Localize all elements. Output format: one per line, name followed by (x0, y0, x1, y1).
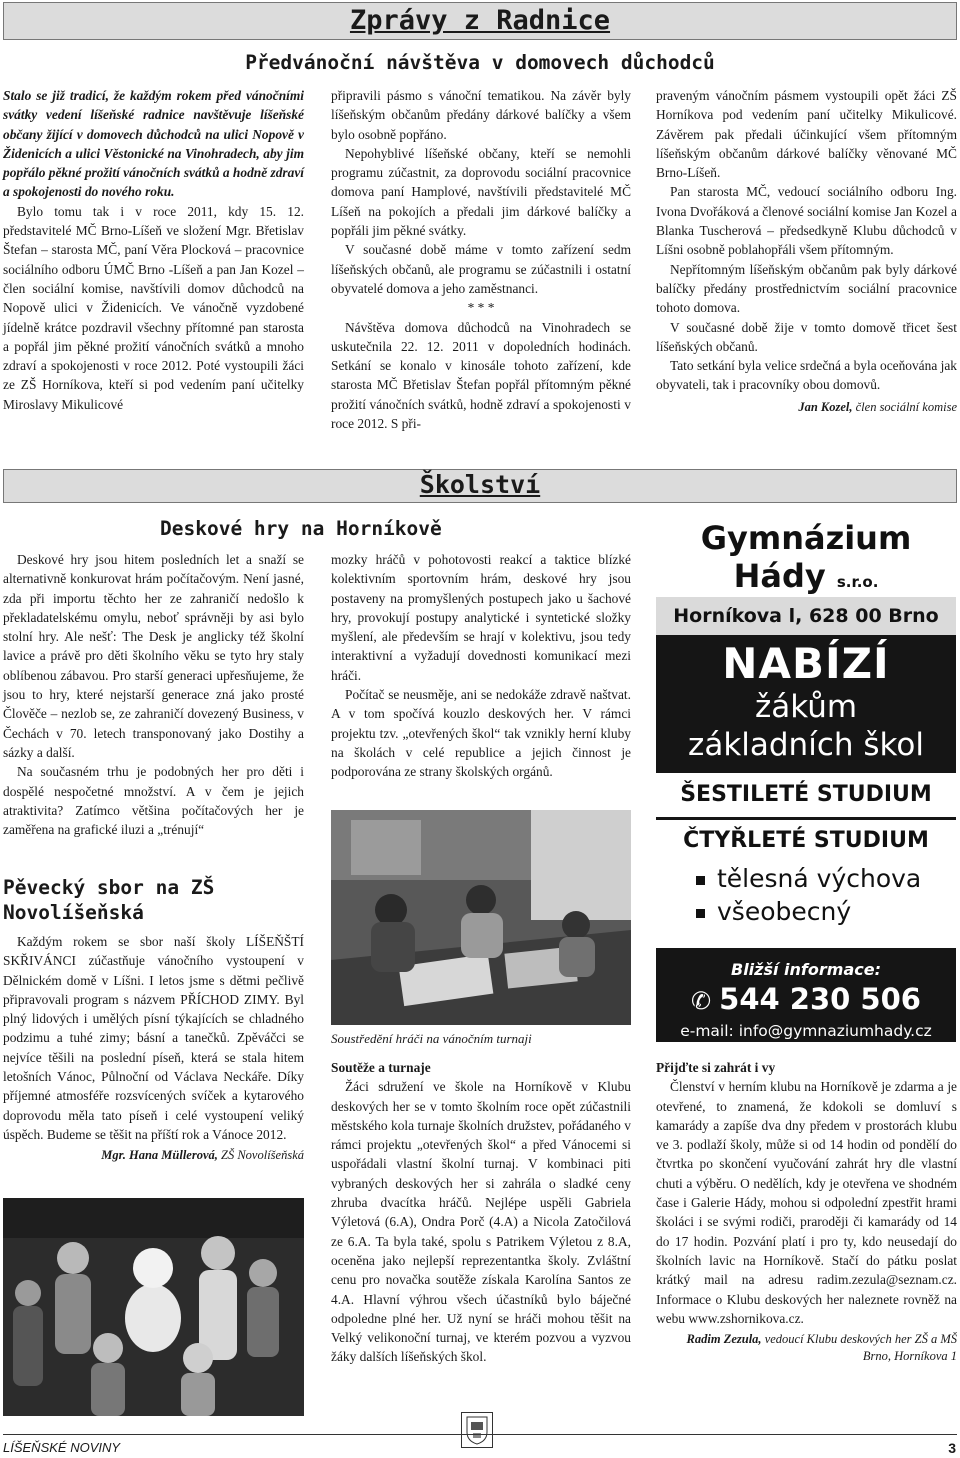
subheading-competitions: Soutěže a turnaje (331, 1060, 431, 1075)
article2-sig-role: vedoucí Klubu deskových her ZŠ a MŠ Brno, Horníkova 1 (764, 1332, 957, 1364)
article2-col2 (331, 550, 631, 782)
ad-school-name2: Hády (733, 557, 826, 595)
board-games-photo (331, 810, 631, 1025)
ad-bullet-text: všeobecný (717, 897, 852, 926)
article2-col2b (331, 1058, 631, 1367)
article1-paragraph: Návštěva domova důchodců na Vinohradech se uskutečnila 22. 12. 2011 v dopoledních hodinách. Setkání se konalo v kinosále tohoto zařízení, kde starosta MČ Břetislav Štefan popřál přítomným pěkné prožití vánočních svátků, hodně zdraví a spokojenosti v roce 2012. S při- (331, 319, 631, 432)
article2-paragraph: Deskové hry jsou hitem posledních let a snaží se alternativně konkurovat hrám počítačovým. Není jasné, zda při importu těchto her ze zahraničí nedošlo k překladatelskému omylu, neboť správněji by asi bylo stolní hry. Ale nešť: The Desk je anglicky též školní lavice a právě pro děti školního věku se tyto hry staly oblíbenou zábavou. Pro starší generaci upřesňujeme, že jsou to hry, které nejstarší generace zná jako prosté Člověče – nezlob se, ze zahraničí dovezený Business, v Čechách v 70. letech transponovaný jako Dostihy a sázky a další. (3, 552, 304, 760)
article1-paragraph: Nepřítomným líšeňským občanům pak byly dárkové balíčky předány prostřednictvím sociální pracovnice tohoto domova. (656, 261, 957, 316)
article-headline-board-games: Deskové hry na Horníkově (160, 517, 442, 540)
choir-photo (3, 1198, 304, 1416)
ad-logo-area (656, 517, 956, 597)
ad-web: www.gymnaziumhady.cz (688, 1045, 924, 1065)
article1-sig-name: Jan Kozel, (798, 399, 853, 414)
ad-line2: základních škol (688, 727, 924, 763)
ad-line1: žákům (754, 689, 858, 725)
square-bullet-icon (696, 876, 705, 885)
ad-sro: s.r.o. (836, 573, 879, 591)
article2-signature (656, 1331, 957, 1365)
ad-offer: NABÍZÍ (722, 639, 890, 688)
footer-rule (3, 1434, 957, 1435)
article2-paragraph: mozky hráčů v pohotovosti reakcí a taktice blízké kolektivním sportovním hrám, deskové hry jsou postaveny na promyšlených postupech jako u šachové hry, provokují postupy analytické i syntetické složky myšlení, ale především se hrají v kolektivu, jsou tedy interaktivní a vyžadují dovednosti komunikací mezi hráči. (331, 552, 631, 683)
subheading-come-play: Přijďte si zahrát i vy (656, 1060, 776, 1075)
ad-bullet-text: tělesná výchova (717, 864, 922, 893)
article3-paragraph: Každým rokem se sbor naší školy LÍŠEŇŠTÍ SKŘIVÁNCI zúčastňuje vánočního vystoupení v Dělnickém domě v Líšni. I letos jsme s dětmi pečlivě připravovali program s názvem PŘÍCHOD ZIMY. Byl plný lidových i umělých písní týkajících se chladného podzimu a tuhé zimy; básní a tanečků. Zpěváčci se nejvíce těšili na poslední píseň, která se stala hitem letošních Vánoc, Půlnoční od Václava Neckáře. Díky příjemné atmosféře rozsvícených svíček a kytarového doprovodu měla tato píseň i celé vystoupení veliký úspěch. Budeme se těšit na příští rok a Vánoce 2012. (3, 934, 304, 1142)
article1-lead: Stalo se již tradicí, že každým rokem před vánočními svátky vedení líšeňské radnice navštěvuje líšeňské občany žijící v domovech důchodců na ulici Nopově v Židenicích a ulici Věstonické na Vinohradech, aby jim popřálo pěkné prožití vánočních svátků a hodně zdraví a spokojenosti do nového roku. (3, 88, 304, 200)
article3-body (3, 932, 304, 1164)
ad-email: e-mail: info@gymnaziumhady.cz (680, 1022, 932, 1040)
article2-paragraph: Členství v herním klubu na Horníkově je zdarma a je otevřené, to znamená, že kdokoli se domluví s kamarády a zapíše dva dny předem v prostorách klubu ve 3. podlaží školy, může si od 14 hodin od pondělí do čtvrtka po skončení vyučování zahrát hry dle vlastní chuti a výběru. O nedělích, kdy je otevřena ve shodném čase i Galerie Hády, mohou si odpolední zpestřit hrami školáci i se svými rodiči, praroději či kamarády od 14 do 17 hodin. Pozvání platí i pro ty, kdo neusedají do školních lavic na Horníkově. Stačí do pátku poslat krátký mail na adresu radim.zezula@seznam.cz. Informace o Klubu deskových her naleznete rovněž na webu www.zshornikova.cz. (656, 1079, 957, 1326)
article2-paragraph: Počítač se neusměje, ani se nedokáže zdravě naštvat. A v tom spočívá kouzlo deskových her. V rámci projektu tzv. „otevřených škol“ tak vznikly herní kluby na školách v celé republice a jejich činnost je podporována ze strany školských orgánů. (331, 687, 631, 780)
gymnazium-ad (656, 517, 956, 1065)
ad-phone: 544 230 506 (719, 982, 921, 1016)
article2-paragraph: Na současném trhu je podobných her pro děti i dospělé nespočetné množství. A v čem je jejich atraktivita? Zatímco většina počítačových her je zaměřena na grafické iluzi a „trénují“ (3, 764, 304, 838)
article1-col1 (3, 86, 304, 414)
footer-crest (461, 1412, 493, 1448)
article1-col2 (331, 86, 631, 433)
ad-study-box (656, 820, 956, 948)
article1-sig-role: člen sociální komise (855, 399, 957, 414)
board-games-photo-image (331, 810, 631, 1025)
section-title: Zprávy z Radnice (349, 5, 611, 36)
footer-page-number: 3 (948, 1440, 956, 1456)
section-title-school: Školství (419, 470, 541, 499)
article1-paragraph: V současné době máme v tomto zařízení sedm líšeňských občanů, ale programu se zúčastnili i ostatní obyvatelé domova a jeho zaměstnanci. (331, 242, 631, 296)
article-headline: Předvánoční návštěva v domovech důchodců (245, 51, 715, 74)
ad-study-four-year: ČTYŘLETÉ STUDIUM (683, 828, 929, 853)
article1-paragraph: Bylo tomu tak i v roce 2011, kdy 15. 12. představitelé MČ Brno-Líšeň ve složení Mgr. Břetislav Štefan – starosta MČ, paní Věra Plocková – pracovnice sociálního odboru ÚMČ Brno -Líšeň a pan Jan Kozel – člen sociální komise, navštívili domov důchodců na Nopově ulici v Židenicích. Ve vánočně vyzdobené jídelně krátce pozdravil všechny přítomné pan starosta a popřál jim pěkné prožití vánočních svátků a mnoho zdraví a spokojenosti v roce 2012. Poté vystoupili žáci ze ZŠ Horníkova, kteří si pod vedením paní učitelky Miroslavy Mikulicové (3, 203, 304, 412)
article2-col1 (3, 550, 304, 839)
choir-photo-image (3, 1198, 304, 1416)
article1-paragraph: V současné době žije v tomto domově třicet šest líšeňských občanů. (656, 319, 957, 354)
photo-caption: Soustředění hráči na vánočním turnaji (331, 1031, 532, 1046)
article3-sig-role: ZŠ Novolíšeňská (221, 1148, 304, 1163)
square-bullet-icon (696, 909, 705, 918)
phone-icon: ✆ (691, 987, 712, 1015)
article1-signature (656, 399, 957, 416)
ad-address: Horníkova l, 628 00 Brno (656, 597, 956, 635)
ad-school-name: Gymnázium (700, 519, 912, 557)
article1-paragraph: praveným vánočním pásmem vystoupili opět žáci ZŠ Horníkova pod vedením paní učitelky Mikulicové. Závěrem pak předali účinkující všem přítomným líšeňským občanům dárkové balíčky věnované MČ Brno-Líšeň. (656, 88, 957, 181)
crest-icon (461, 1412, 493, 1448)
article3-sig-name: Mgr. Hana Müllerová, (101, 1148, 218, 1163)
article1-paragraph: Pan starosta MČ, vedoucí sociálního odboru Ing. Ivona Dvořáková a členové sociální komise Jan Kozel a Blanka Tuscherová – předsedkyně Klubu důchodců v Líšni osobně poblahopřáli všem přítomným. (656, 184, 957, 258)
article1-separator: * * * (467, 300, 495, 316)
article3-signature (3, 1147, 304, 1164)
article2-paragraph: Žáci sdružení ve škole na Horníkově v Klubu deskových her se v tomto školním roce opět zúčastnili městského kola turnaje školních družstev, pořádaného v rámci projektu „otevřených škol“ a před Vánocemi si uspořádali vlastní školní turnaj. V kombinaci piti vybraných deskových her si zahrála o sladké ceny zhruba dvacítka hráčů. Nejlépe uspěli Gabriela Výletová (6.A), Ondra Porč (4.A) a Nicola Zatočilová ze 6.A. Ta byla také, spolu s Patrikem Výletou z 8.A, oceněna jako nejlepší reprezentantka školy. Zvláštní cenu pro novačka soutěže získala Karolína Santos ze 4.A. Hlavní výhrou všech účastníků bylo báječné odpoledne plné her. Už nyní se hráči mohou těšit na Velký velikonoční turnaj, ve kterém pozvou a vyzvou žáky dalších líšeňských škol. (331, 1079, 631, 1365)
footer-newspaper: LÍŠEŇSKÉ NOVINY (3, 1440, 121, 1455)
ad-bullet-2 (656, 895, 956, 928)
article1-col3 (656, 86, 957, 416)
article1-paragraph: Tato setkání byla velice srdečná a byla oceňována jak obyvateli, tak i pracovníky obou domovů. (656, 358, 957, 393)
ad-study-six-year: ŠESTILETÉ STUDIUM (656, 773, 956, 817)
article2-sig-name: Radim Zezula, (686, 1332, 762, 1347)
ad-phone-row (656, 980, 956, 1020)
ad-info-label: Bližší informace: (731, 960, 881, 979)
choir-headline: Pěvecký sbor na ZŠ Novolíšeňská (3, 876, 215, 924)
article1-paragraph: Nepohyblivé líšeňské občany, kteří se nemohli programu zúčastnit, za doprovodu sociální pracovnice domova paní Hamplové, navštívili představitelé MČ Líšeň na pokojích a předali jim dárkové balíčky a popřáli jim pěkné svátky. (331, 145, 631, 239)
article1-paragraph: připravili pásmo s vánoční tematikou. Na závěr byly líšeňským občanům předány dárkové balíčky a všem bylo osobně popřáno. (331, 88, 631, 142)
ad-bullet-1 (656, 862, 956, 895)
article2-col3 (656, 1058, 957, 1365)
ad-school-name-line2 (656, 557, 956, 601)
